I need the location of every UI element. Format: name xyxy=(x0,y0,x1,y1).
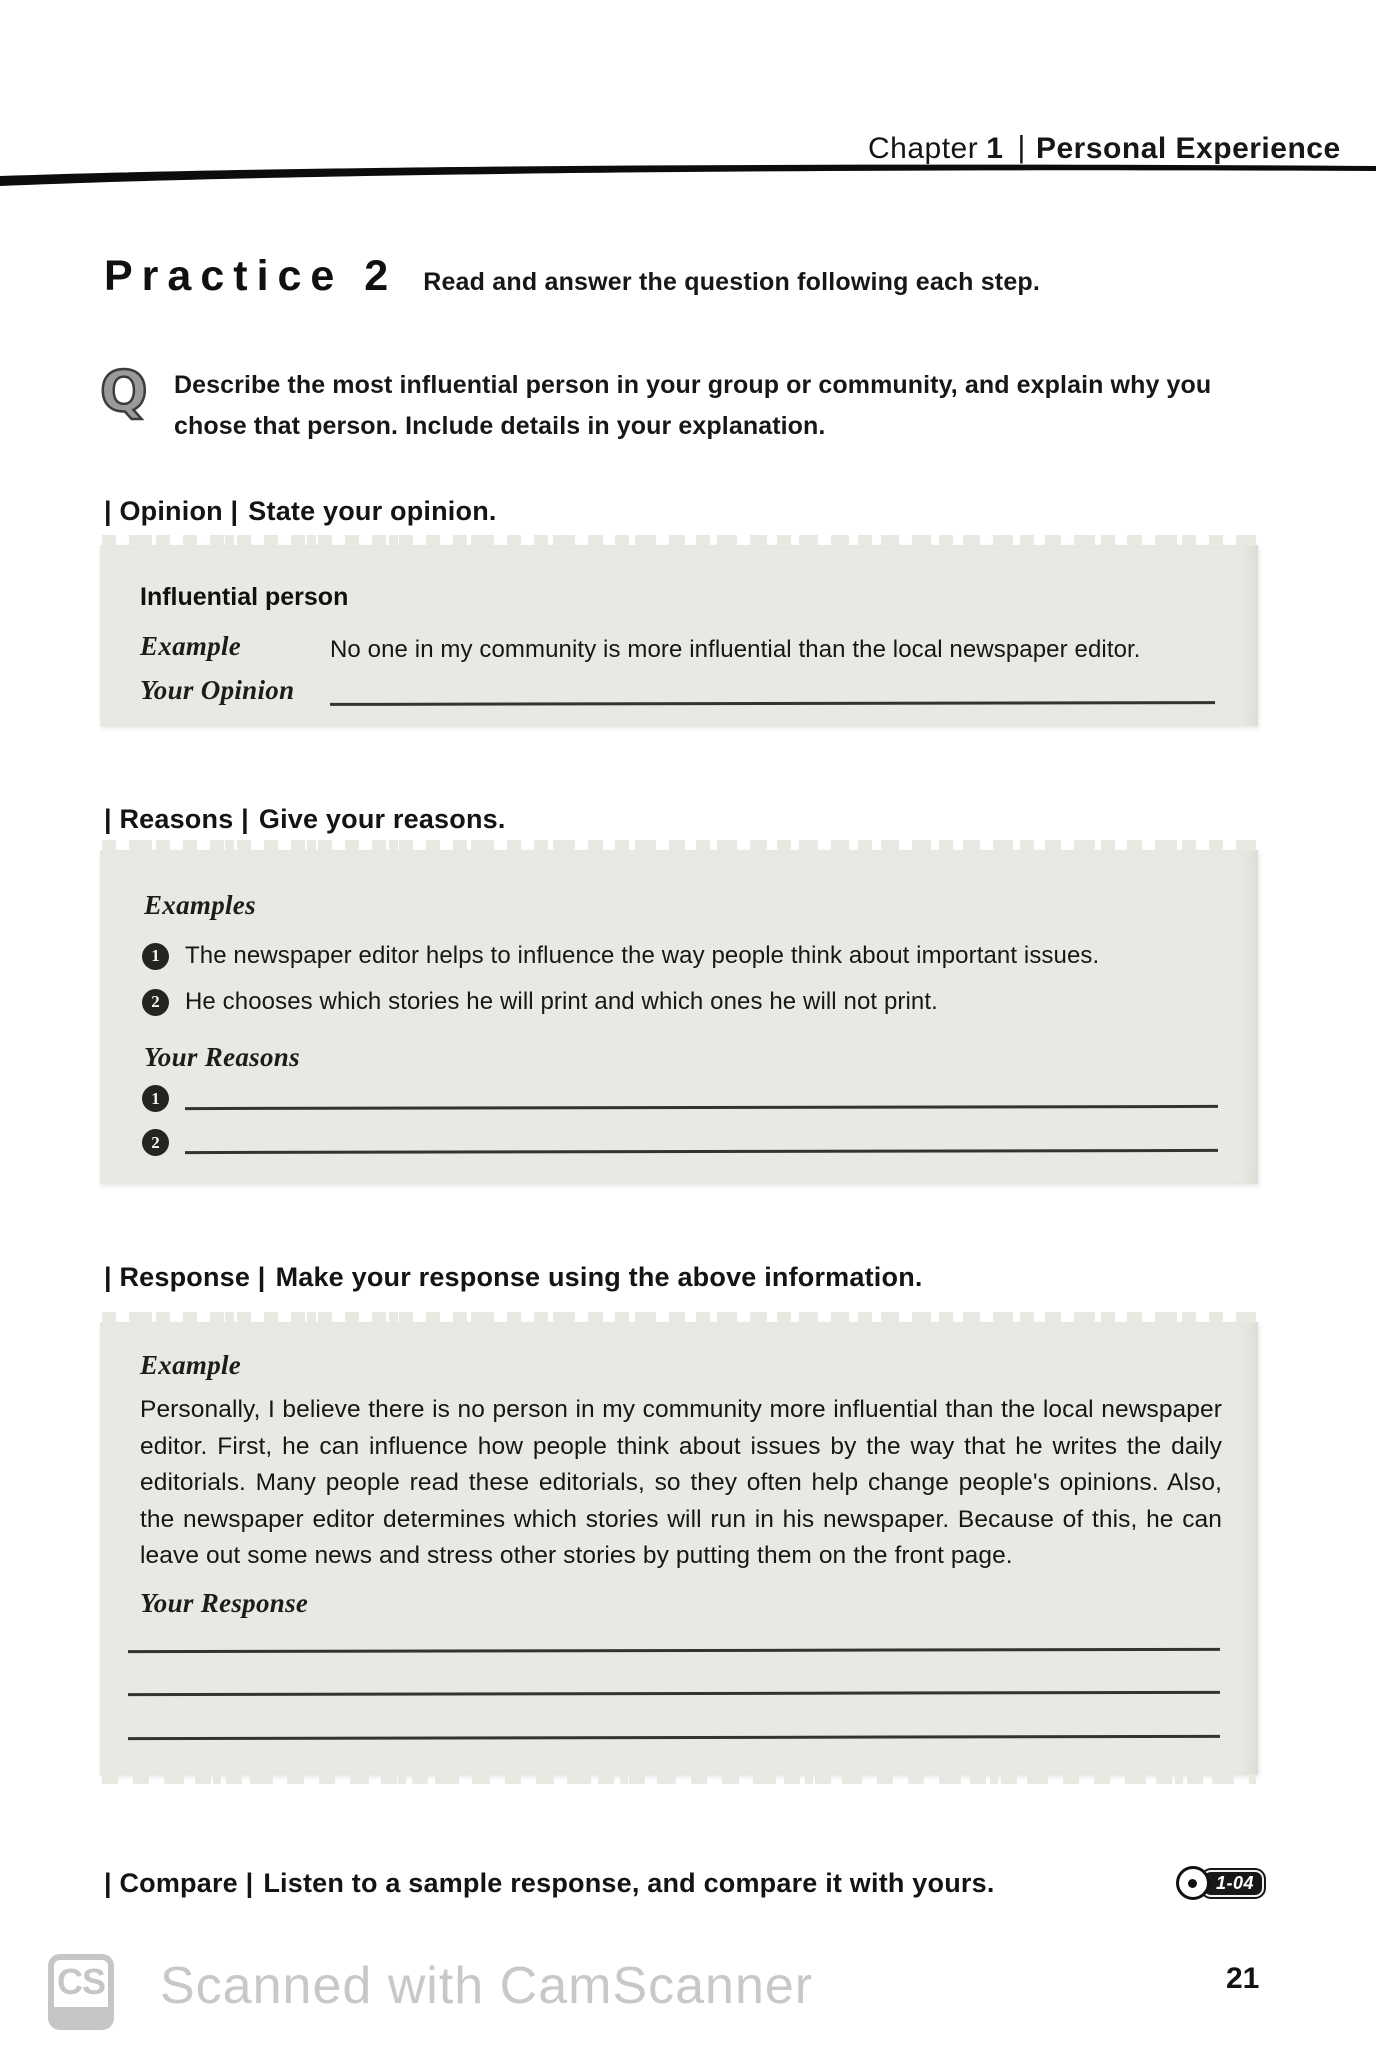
your-reason-write-line-2 xyxy=(185,1149,1218,1154)
your-reason-write-line-1 xyxy=(185,1105,1218,1110)
response-section-label xyxy=(104,1262,923,1293)
page-top-rule xyxy=(0,158,1376,192)
example-reason-text-1: The newspaper editor helps to influence the way people think about important issues. xyxy=(185,942,1100,969)
chapter-word: Chapter xyxy=(868,132,979,165)
opinion-label: | Opinion | xyxy=(104,496,239,526)
chapter-title: Personal Experience xyxy=(1035,132,1341,165)
chapter-number: 1 xyxy=(986,132,1004,165)
response-box xyxy=(100,1322,1258,1775)
reasons-instruction: Give your reasons. xyxy=(258,804,506,834)
practice-instruction: Read and answer the question following each step. xyxy=(423,268,1041,296)
compare-row xyxy=(104,1868,1272,1899)
reasons-label: | Reasons | xyxy=(104,804,249,834)
audio-track-number: 1-04 xyxy=(1202,1870,1264,1897)
practice-title: Practice 2 xyxy=(104,252,398,300)
example-reason-row-1 xyxy=(142,942,1099,970)
response-example-text: Personally, I believe there is no person in my community more influential than the local newspaper editor. First, he can influence how people think about issues by the way that he writes the daily editorials. Many people read these editorials, so they often help change people's opinions. Also, the newspaper editor determines which stories will run in his newspaper. Because of this, he can leave out some news and stress other stories by putting them on the front page. xyxy=(140,1396,1222,1569)
page-number: 21 xyxy=(1226,1962,1260,1995)
opinion-section-label xyxy=(104,496,497,527)
your-reason-number-1-icon: 1 xyxy=(142,1085,169,1112)
your-opinion-write-line xyxy=(330,670,1215,706)
audio-cd-icon xyxy=(1176,1866,1210,1900)
practice-title-row xyxy=(104,252,1040,301)
your-opinion-label: Your Opinion xyxy=(140,675,295,705)
question-text: Describe the most influential person in your group or community, and explain why you chose that person. Include details in your explanation. xyxy=(174,371,1212,440)
opinion-box-heading: Influential person xyxy=(140,583,349,611)
your-response-label: Your Response xyxy=(140,1588,309,1618)
header-divider: | xyxy=(1017,129,1026,164)
reasons-section-label xyxy=(104,804,506,835)
your-reason-row-2 xyxy=(142,1124,1218,1156)
audio-cd-dot-icon xyxy=(1188,1879,1197,1888)
camscanner-logo-base xyxy=(54,2007,108,2024)
examples-label: Examples xyxy=(144,890,256,920)
opinion-example-text: No one in my community is more influential than the local newspaper editor. xyxy=(330,636,1141,663)
opinion-example-label: Example xyxy=(140,631,242,661)
your-response-write-line-2 xyxy=(128,1691,1220,1696)
audio-track-badge xyxy=(1176,1866,1264,1900)
your-response-write-line-3 xyxy=(128,1735,1220,1740)
example-number-2-icon: 2 xyxy=(142,989,169,1016)
example-number-1-icon: 1 xyxy=(142,943,169,970)
question-icon: Q xyxy=(100,360,148,425)
opinion-box xyxy=(100,545,1258,726)
camscanner-logo-text: CS xyxy=(56,1961,105,2002)
example-reason-text-2: He chooses which stories he will print and which ones he will not print. xyxy=(185,988,938,1015)
scanner-watermark: Scanned with CamScanner xyxy=(160,1957,814,2015)
response-instruction: Make your response using the above information. xyxy=(275,1262,923,1292)
your-response-write-line-1 xyxy=(128,1648,1220,1653)
camscanner-logo-icon xyxy=(48,1954,114,2030)
your-reason-number-2-icon: 2 xyxy=(142,1129,169,1156)
your-reason-row-1 xyxy=(142,1080,1218,1112)
compare-section-label xyxy=(104,1868,995,1899)
compare-instruction: Listen to a sample response, and compare it with yours. xyxy=(263,1868,995,1898)
response-label: | Response | xyxy=(104,1262,266,1292)
compare-label: | Compare | xyxy=(104,1868,254,1898)
example-reason-row-2 xyxy=(142,988,938,1016)
opinion-instruction: State your opinion. xyxy=(248,496,497,526)
reasons-box xyxy=(100,850,1258,1184)
your-reasons-label: Your Reasons xyxy=(144,1042,300,1072)
question-block xyxy=(100,362,1230,447)
response-example-label: Example xyxy=(140,1350,242,1380)
